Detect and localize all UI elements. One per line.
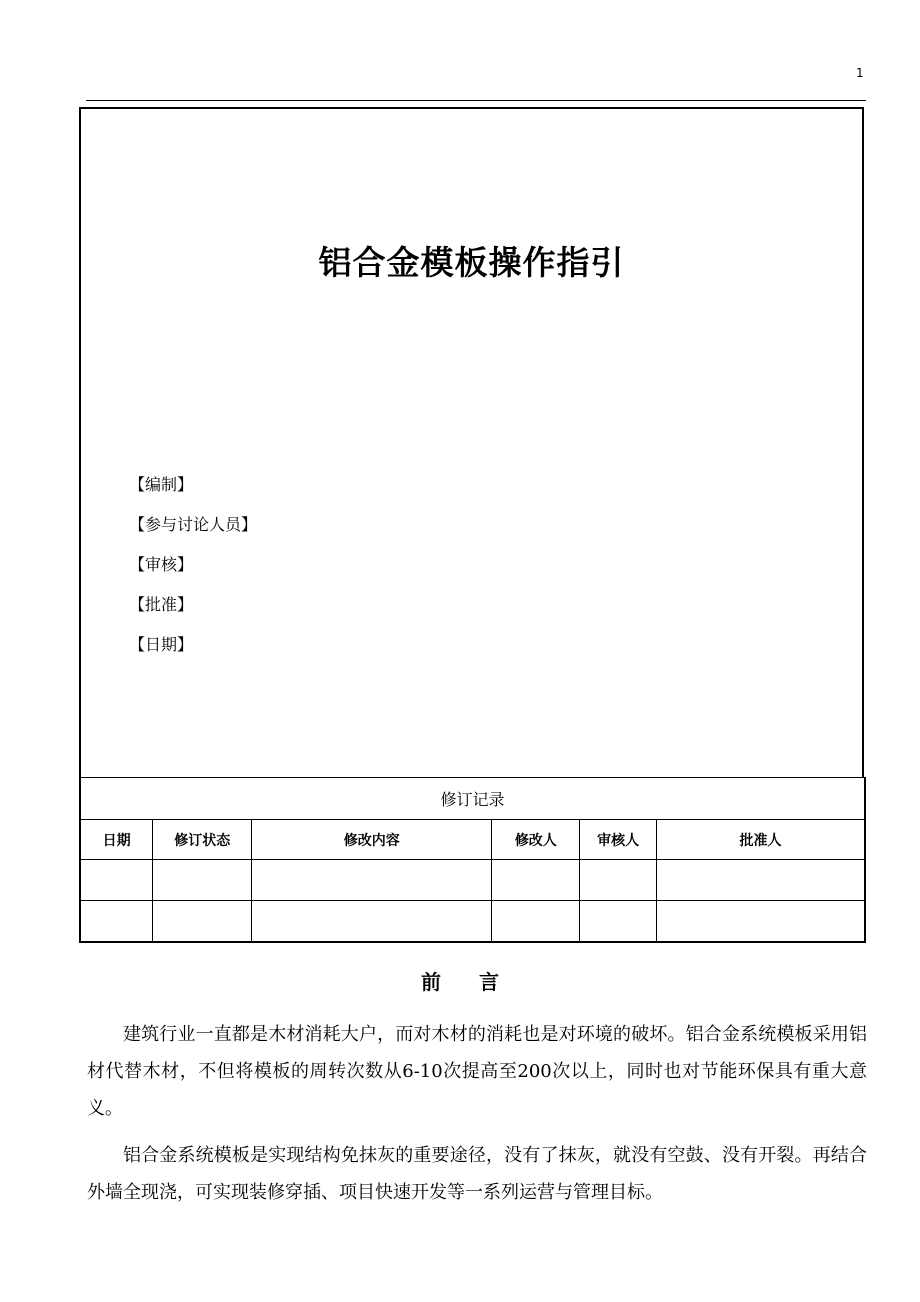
table-cell bbox=[580, 860, 657, 901]
revision-table bbox=[79, 777, 866, 943]
meta-field-reviewer: 【审核】 bbox=[129, 555, 194, 574]
cover-box bbox=[79, 107, 864, 777]
column-header-date: 日期 bbox=[80, 820, 153, 860]
table-row bbox=[80, 860, 865, 901]
preface-paragraph: 铝合金系统模板是实现结构免抹灰的重要途径，没有了抹灰，就没有空鼓、没有开裂。再结合外墙全现浇，可实现装修穿插、项目快速开发等一系列运营与管理目标。 bbox=[87, 1145, 867, 1203]
meta-field-compiler: 【编制】 bbox=[129, 475, 194, 494]
table-cell bbox=[252, 860, 492, 901]
column-header-reviewer: 审核人 bbox=[580, 820, 657, 860]
table-cell bbox=[492, 860, 580, 901]
table-row bbox=[80, 901, 865, 943]
meta-field-date: 【日期】 bbox=[129, 635, 194, 654]
table-cell bbox=[153, 901, 252, 943]
table-cell bbox=[657, 860, 865, 901]
table-cell bbox=[80, 860, 153, 901]
table-cell bbox=[657, 901, 865, 943]
table-cell bbox=[492, 901, 580, 943]
table-cell bbox=[153, 860, 252, 901]
page-number: 1 bbox=[856, 66, 864, 80]
revision-table-caption: 修订记录 bbox=[80, 778, 865, 820]
preface-heading: 前言 bbox=[421, 970, 537, 994]
column-header-change-content: 修改内容 bbox=[252, 820, 492, 860]
document-title: 铝合金模板操作指引 bbox=[318, 243, 625, 282]
table-cell bbox=[80, 901, 153, 943]
column-header-modifier: 修改人 bbox=[492, 820, 580, 860]
table-cell bbox=[580, 901, 657, 943]
meta-field-approver: 【批准】 bbox=[129, 595, 194, 614]
preface-paragraph: 建筑行业一直都是木材消耗大户，而对木材的消耗也是对环境的破坏。铝合金系统模板采用铝材代替木材，不但将模板的周转次数从6-10次提高至200次以上，同时也对节能环保具有重大意义。 bbox=[87, 1024, 867, 1119]
column-header-approver: 批准人 bbox=[657, 820, 865, 860]
meta-field-participants: 【参与讨论人员】 bbox=[129, 515, 258, 534]
column-header-revision-status: 修订状态 bbox=[153, 820, 252, 860]
preface-body bbox=[87, 1016, 867, 1221]
cover-meta-list bbox=[129, 469, 257, 669]
table-cell bbox=[252, 901, 492, 943]
header-rule bbox=[86, 100, 866, 101]
